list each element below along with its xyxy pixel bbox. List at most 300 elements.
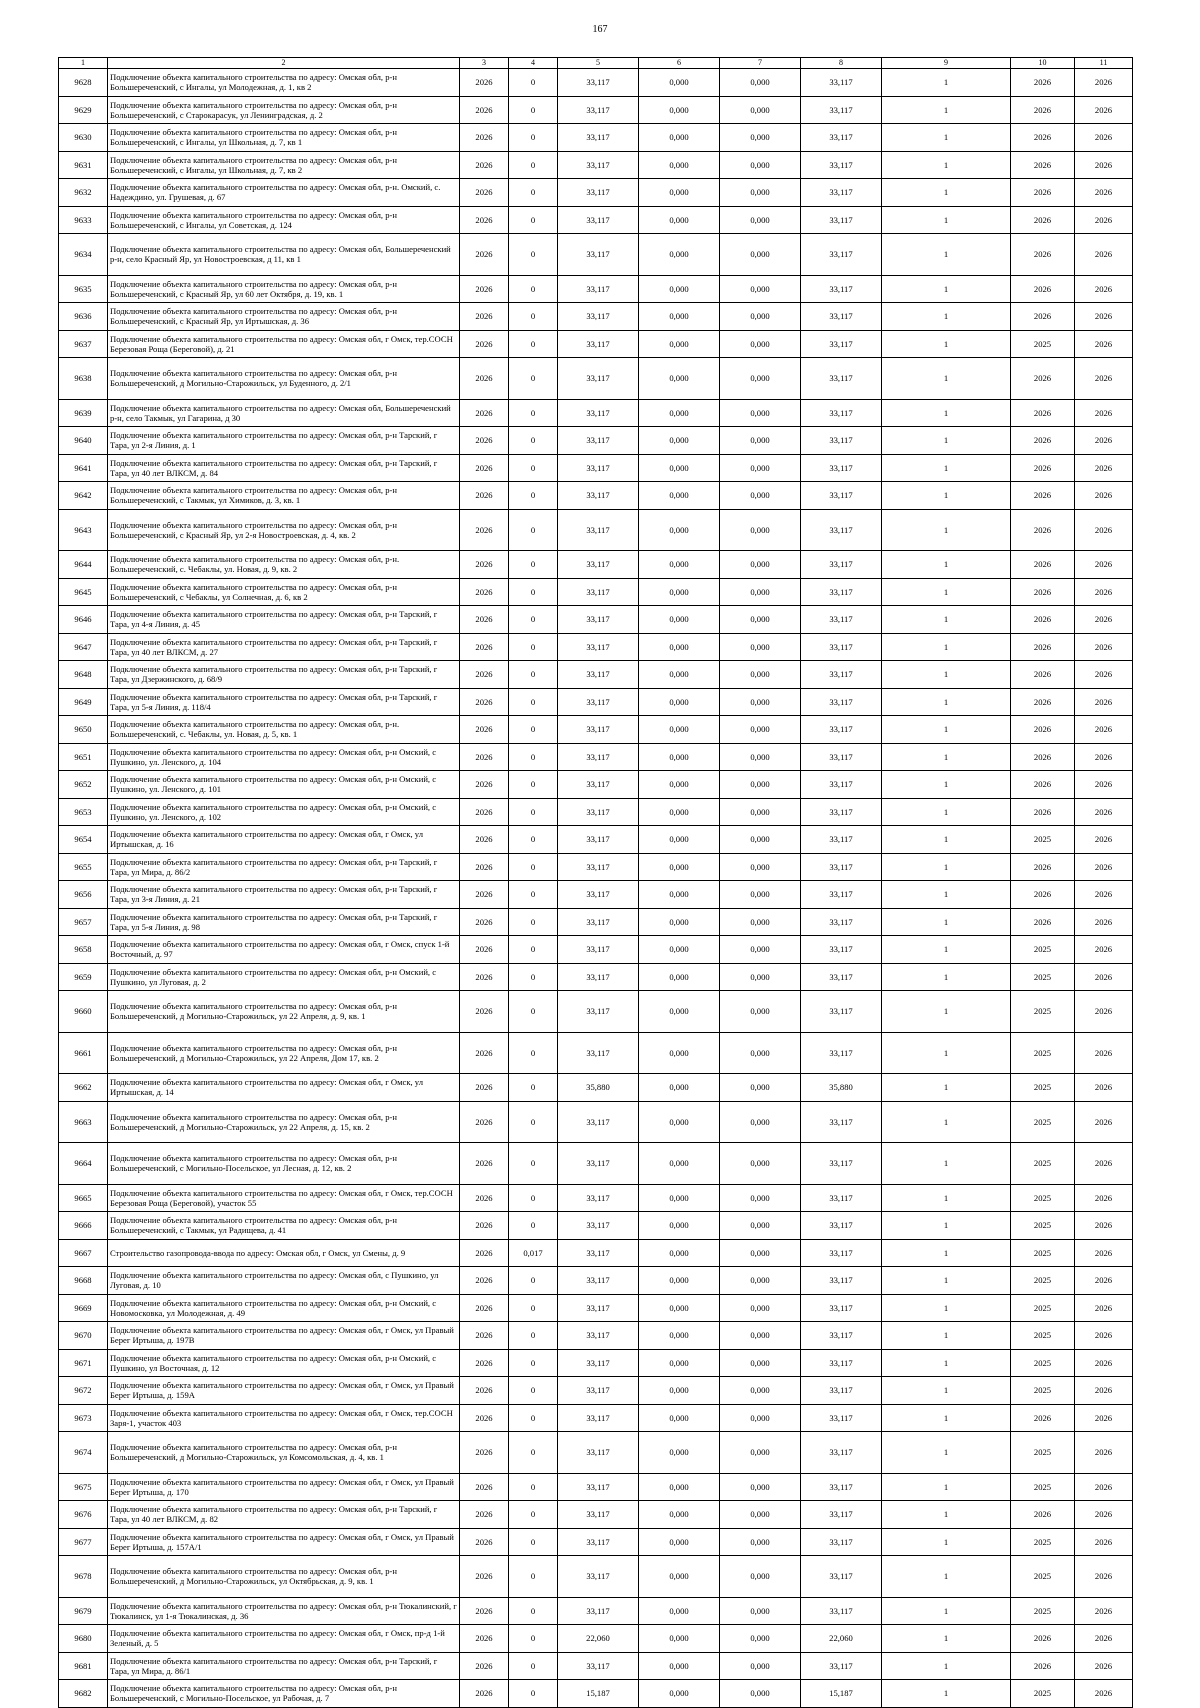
table-row [59,427,1133,455]
cell-col11: 2026 [1075,1528,1133,1556]
cell-col6: 0,000 [639,1625,720,1653]
cell-col6: 0,000 [639,1074,720,1102]
cell-col3: 2026 [460,1349,509,1377]
cell-col4: 0 [509,151,558,179]
cell-col9: 1 [882,908,1011,936]
cell-col3: 2026 [460,853,509,881]
cell-col4: 0 [509,1680,558,1708]
cell-col3: 2026 [460,1101,509,1143]
cell-col9: 1 [882,1377,1011,1405]
cell-col3: 2026 [460,234,509,276]
cell-col11: 2026 [1075,1212,1133,1240]
cell-col7: 0,000 [720,1473,801,1501]
cell-col7: 0,000 [720,275,801,303]
row-description: Подключение объекта капитального строительства по адресу: Омская обл, р-н Тарский, г Тара, ул 2-я Линия, д. 1 [108,427,460,455]
cell-col5: 33,117 [558,509,639,551]
cell-col9: 1 [882,1074,1011,1102]
table-row [59,358,1133,400]
row-description: Подключение объекта капитального строительства по адресу: Омская обл, г Омск, ул Правый Берег Иртыша, д. 159А [108,1377,460,1405]
cell-col5: 33,117 [558,96,639,124]
cell-col5: 33,117 [558,1528,639,1556]
cell-col6: 0,000 [639,771,720,799]
cell-col10: 2026 [1011,578,1075,606]
cell-col3: 2026 [460,1652,509,1680]
row-description: Подключение объекта капитального строительства по адресу: Омская обл, р-н Большереченский, д Могильно-Старожильск, ул 22 Апреля, Дом 17, кв. 2 [108,1032,460,1074]
cell-col7: 0,000 [720,1501,801,1529]
cell-col11: 2026 [1075,1101,1133,1143]
cell-col3: 2026 [460,509,509,551]
row-number: 9659 [59,963,108,991]
cell-col9: 1 [882,1294,1011,1322]
cell-col11: 2026 [1075,179,1133,207]
cell-col9: 1 [882,1322,1011,1350]
row-description: Подключение объекта капитального строительства по адресу: Омская обл, р-н Тарский, г Тара, ул Мира, д. 86/2 [108,853,460,881]
row-description: Подключение объекта капитального строительства по адресу: Омская обл, р-н Тарский, г Тара, ул Мира, д. 86/1 [108,1652,460,1680]
row-description: Подключение объекта капитального строительства по адресу: Омская обл, р-н Большереченский, с Старокарасук, ул Ленинградская, д. 2 [108,96,460,124]
row-number: 9652 [59,771,108,799]
cell-col11: 2026 [1075,1556,1133,1598]
cell-col4: 0 [509,124,558,152]
cell-col11: 2026 [1075,1597,1133,1625]
cell-col9: 1 [882,963,1011,991]
table-row [59,1101,1133,1143]
cell-col11: 2026 [1075,69,1133,97]
cell-col5: 33,117 [558,1349,639,1377]
cell-col9: 1 [882,1349,1011,1377]
cell-col6: 0,000 [639,1294,720,1322]
table-row [59,578,1133,606]
cell-col7: 0,000 [720,1212,801,1240]
table-row [59,881,1133,909]
row-description: Подключение объекта капитального строительства по адресу: Омская обл, р-н Тарский, г Тара, ул 5-я Линия, д. 98 [108,908,460,936]
row-number: 9638 [59,358,108,400]
row-description: Подключение объекта капитального строительства по адресу: Омская обл, р-н Тарский, г Тара, ул 40 лет ВЛКСМ, д. 84 [108,454,460,482]
row-number: 9657 [59,908,108,936]
cell-col3: 2026 [460,69,509,97]
table-row [59,1404,1133,1432]
row-description: Подключение объекта капитального строительства по адресу: Омская обл, р-н Большереченский, д Могильно-Старожильск, ул Комсомольская, д. 4, кв. 1 [108,1432,460,1474]
cell-col4: 0,017 [509,1239,558,1267]
cell-col5: 33,117 [558,1212,639,1240]
cell-col6: 0,000 [639,743,720,771]
cell-col8: 33,117 [801,427,882,455]
cell-col8: 33,117 [801,661,882,689]
table-row [59,1625,1133,1653]
cell-col9: 1 [882,275,1011,303]
row-number: 9661 [59,1032,108,1074]
cell-col6: 0,000 [639,661,720,689]
cell-col5: 33,117 [558,578,639,606]
table-row [59,963,1133,991]
cell-col9: 1 [882,151,1011,179]
row-description: Подключение объекта капитального строительства по адресу: Омская обл, р-н Большереченский, с Чебаклы, ул Солнечная, д. 6, кв 2 [108,578,460,606]
cell-col8: 33,117 [801,96,882,124]
row-number: 9639 [59,399,108,427]
cell-col10: 2026 [1011,399,1075,427]
row-description: Подключение объекта капитального строительства по адресу: Омская обл, р-н Тарский, г Тара, ул 40 лет ВЛКСМ, д. 82 [108,1501,460,1529]
cell-col4: 0 [509,633,558,661]
row-description: Подключение объекта капитального строительства по адресу: Омская обл, р-н Большереченский, д Могильно-Старожильск, ул 22 Апреля, д. 15, кв. 2 [108,1101,460,1143]
cell-col4: 0 [509,1501,558,1529]
cell-col10: 2026 [1011,661,1075,689]
cell-col11: 2026 [1075,551,1133,579]
cell-col8: 33,117 [801,124,882,152]
cell-col7: 0,000 [720,1349,801,1377]
cell-col5: 33,117 [558,716,639,744]
page-number: 167 [592,24,608,35]
cell-col4: 0 [509,1349,558,1377]
cell-col6: 0,000 [639,454,720,482]
cell-col4: 0 [509,482,558,510]
cell-col4: 0 [509,330,558,358]
cell-col6: 0,000 [639,1349,720,1377]
cell-col4: 0 [509,1625,558,1653]
cell-col6: 0,000 [639,1032,720,1074]
cell-col11: 2026 [1075,853,1133,881]
cell-col9: 1 [882,606,1011,634]
cell-col3: 2026 [460,771,509,799]
row-description: Подключение объекта капитального строительства по адресу: Омская обл, г Омск, ул Иртышская, д. 16 [108,826,460,854]
cell-col8: 33,117 [801,482,882,510]
cell-col8: 33,117 [801,688,882,716]
cell-col5: 33,117 [558,798,639,826]
cell-col11: 2026 [1075,427,1133,455]
cell-col9: 1 [882,96,1011,124]
cell-col11: 2026 [1075,661,1133,689]
cell-col3: 2026 [460,1501,509,1529]
cell-col8: 33,117 [801,1652,882,1680]
row-number: 9634 [59,234,108,276]
cell-col10: 2026 [1011,716,1075,744]
cell-col10: 2026 [1011,151,1075,179]
cell-col4: 0 [509,991,558,1033]
cell-col9: 1 [882,633,1011,661]
row-description: Подключение объекта капитального строительства по адресу: Омская обл, р-н. Большереченский, с. Чебаклы, ул. Новая, д. 9, кв. 2 [108,551,460,579]
cell-col6: 0,000 [639,1377,720,1405]
cell-col10: 2025 [1011,1377,1075,1405]
row-number: 9680 [59,1625,108,1653]
cell-col9: 1 [882,991,1011,1033]
cell-col9: 1 [882,124,1011,152]
cell-col9: 1 [882,1680,1011,1708]
table-row [59,1597,1133,1625]
cell-col8: 33,117 [801,1597,882,1625]
cell-col11: 2026 [1075,1625,1133,1653]
table-row [59,991,1133,1033]
table-row [59,1349,1133,1377]
cell-col10: 2026 [1011,1625,1075,1653]
cell-col8: 33,117 [801,1101,882,1143]
cell-col11: 2026 [1075,330,1133,358]
cell-col9: 1 [882,936,1011,964]
table-row [59,1267,1133,1295]
cell-col5: 33,117 [558,151,639,179]
cell-col3: 2026 [460,1294,509,1322]
cell-col10: 2026 [1011,303,1075,331]
cell-col10: 2026 [1011,427,1075,455]
cell-col3: 2026 [460,661,509,689]
cell-col8: 33,117 [801,1556,882,1598]
cell-col8: 33,117 [801,454,882,482]
cell-col5: 33,117 [558,69,639,97]
row-number: 9660 [59,991,108,1033]
row-number: 9658 [59,936,108,964]
cell-col6: 0,000 [639,399,720,427]
row-number: 9673 [59,1404,108,1432]
header-cell: 6 [639,58,720,69]
cell-col6: 0,000 [639,1556,720,1598]
cell-col8: 33,117 [801,1404,882,1432]
cell-col4: 0 [509,69,558,97]
cell-col6: 0,000 [639,151,720,179]
cell-col7: 0,000 [720,716,801,744]
cell-col7: 0,000 [720,1074,801,1102]
cell-col9: 1 [882,303,1011,331]
cell-col3: 2026 [460,991,509,1033]
cell-col8: 33,117 [801,275,882,303]
cell-col11: 2026 [1075,509,1133,551]
cell-col11: 2026 [1075,151,1133,179]
table-row [59,1556,1133,1598]
cell-col7: 0,000 [720,1404,801,1432]
cell-col3: 2026 [460,1556,509,1598]
table-row [59,303,1133,331]
cell-col9: 1 [882,1556,1011,1598]
cell-col6: 0,000 [639,551,720,579]
row-number: 9632 [59,179,108,207]
cell-col3: 2026 [460,303,509,331]
cell-col3: 2026 [460,578,509,606]
cell-col3: 2026 [460,1143,509,1185]
cell-col8: 33,117 [801,1143,882,1185]
cell-col11: 2026 [1075,881,1133,909]
cell-col11: 2026 [1075,1377,1133,1405]
cell-col7: 0,000 [720,1625,801,1653]
cell-col9: 1 [882,1267,1011,1295]
cell-col6: 0,000 [639,275,720,303]
cell-col10: 2025 [1011,1349,1075,1377]
row-number: 9630 [59,124,108,152]
cell-col8: 33,117 [801,798,882,826]
cell-col11: 2026 [1075,358,1133,400]
cell-col7: 0,000 [720,454,801,482]
cell-col5: 33,117 [558,661,639,689]
row-description: Подключение объекта капитального строительства по адресу: Омская обл, г Омск, ул Правый Берег Иртыша, д. 197В [108,1322,460,1350]
cell-col11: 2026 [1075,1032,1133,1074]
cell-col8: 33,117 [801,578,882,606]
cell-col11: 2026 [1075,798,1133,826]
cell-col11: 2026 [1075,1322,1133,1350]
header-cell: 9 [882,58,1011,69]
table-row [59,1239,1133,1267]
cell-col9: 1 [882,1101,1011,1143]
cell-col11: 2026 [1075,303,1133,331]
cell-col3: 2026 [460,1597,509,1625]
row-number: 9669 [59,1294,108,1322]
cell-col3: 2026 [460,124,509,152]
table-row [59,234,1133,276]
row-description: Подключение объекта капитального строительства по адресу: Омская обл, г Омск, спуск 1-й Восточный, д. 97 [108,936,460,964]
cell-col7: 0,000 [720,1294,801,1322]
cell-col4: 0 [509,716,558,744]
cell-col4: 0 [509,1556,558,1598]
cell-col6: 0,000 [639,69,720,97]
header-cell: 3 [460,58,509,69]
cell-col10: 2026 [1011,96,1075,124]
row-description: Подключение объекта капитального строительства по адресу: Омская обл, р-н Большереченский, с Красный Яр, ул Иртышская, д. 36 [108,303,460,331]
table-row [59,275,1133,303]
cell-col6: 0,000 [639,1680,720,1708]
cell-col9: 1 [882,399,1011,427]
cell-col3: 2026 [460,1625,509,1653]
table-row [59,124,1133,152]
row-description: Подключение объекта капитального строительства по адресу: Омская обл, р-н Тарский, г Тара, ул Дзержинского, д. 68/9 [108,661,460,689]
cell-col4: 0 [509,454,558,482]
cell-col7: 0,000 [720,303,801,331]
cell-col11: 2026 [1075,1074,1133,1102]
cell-col5: 33,117 [558,206,639,234]
row-description: Подключение объекта капитального строительства по адресу: Омская обл, р-н Большереченский, с Красный Яр, ул 60 лет Октября, д. 19, кв. 1 [108,275,460,303]
cell-col5: 33,117 [558,275,639,303]
cell-col9: 1 [882,454,1011,482]
header-cell: 11 [1075,58,1133,69]
cell-col11: 2026 [1075,1652,1133,1680]
cell-col5: 33,117 [558,936,639,964]
cell-col8: 33,117 [801,853,882,881]
row-number: 9679 [59,1597,108,1625]
cell-col5: 33,117 [558,1143,639,1185]
cell-col10: 2026 [1011,275,1075,303]
cell-col10: 2026 [1011,1501,1075,1529]
cell-col4: 0 [509,509,558,551]
row-description: Подключение объекта капитального строительства по адресу: Омская обл, г Омск, пр-д 1-й Зеленый, д. 5 [108,1625,460,1653]
cell-col10: 2025 [1011,1143,1075,1185]
cell-col7: 0,000 [720,330,801,358]
cell-col7: 0,000 [720,963,801,991]
cell-col4: 0 [509,578,558,606]
row-number: 9644 [59,551,108,579]
cell-col3: 2026 [460,1432,509,1474]
table-row [59,908,1133,936]
cell-col3: 2026 [460,482,509,510]
cell-col11: 2026 [1075,1184,1133,1212]
cell-col7: 0,000 [720,936,801,964]
table-row [59,1212,1133,1240]
cell-col6: 0,000 [639,908,720,936]
cell-col3: 2026 [460,427,509,455]
cell-col7: 0,000 [720,908,801,936]
header-cell: 2 [108,58,460,69]
cell-col4: 0 [509,771,558,799]
row-number: 9631 [59,151,108,179]
cell-col11: 2026 [1075,633,1133,661]
table-row [59,509,1133,551]
cell-col4: 0 [509,551,558,579]
cell-col4: 0 [509,853,558,881]
cell-col10: 2025 [1011,1556,1075,1598]
cell-col8: 33,117 [801,1349,882,1377]
table-row [59,1432,1133,1474]
row-number: 9668 [59,1267,108,1295]
row-number: 9647 [59,633,108,661]
row-description: Подключение объекта капитального строительства по адресу: Омская обл, р-н Омский, с Пушкино, ул Луговая, д. 2 [108,963,460,991]
cell-col6: 0,000 [639,1473,720,1501]
cell-col11: 2026 [1075,716,1133,744]
cell-col4: 0 [509,826,558,854]
cell-col10: 2026 [1011,1404,1075,1432]
cell-col8: 33,117 [801,1432,882,1474]
cell-col9: 1 [882,1473,1011,1501]
cell-col5: 33,117 [558,1184,639,1212]
cell-col5: 33,117 [558,1267,639,1295]
cell-col10: 2025 [1011,1267,1075,1295]
table-row [59,1074,1133,1102]
cell-col4: 0 [509,881,558,909]
cell-col10: 2026 [1011,482,1075,510]
cell-col3: 2026 [460,798,509,826]
cell-col6: 0,000 [639,124,720,152]
cell-col9: 1 [882,1032,1011,1074]
cell-col7: 0,000 [720,551,801,579]
row-description: Подключение объекта капитального строительства по адресу: Омская обл, р-н Тарский, г Тара, ул 4-я Линия, д. 45 [108,606,460,634]
cell-col6: 0,000 [639,936,720,964]
row-number: 9643 [59,509,108,551]
cell-col7: 0,000 [720,206,801,234]
cell-col8: 33,117 [801,991,882,1033]
cell-col6: 0,000 [639,1652,720,1680]
cell-col10: 2025 [1011,1528,1075,1556]
row-number: 9656 [59,881,108,909]
row-description: Подключение объекта капитального строительства по адресу: Омская обл, р-н Омский, с Пушкино, ул. Ленского, д. 104 [108,743,460,771]
cell-col9: 1 [882,743,1011,771]
table-row [59,688,1133,716]
cell-col7: 0,000 [720,1184,801,1212]
cell-col6: 0,000 [639,826,720,854]
table-row [59,69,1133,97]
cell-col10: 2025 [1011,1597,1075,1625]
cell-col8: 33,117 [801,358,882,400]
cell-col10: 2025 [1011,1322,1075,1350]
cell-col8: 33,117 [801,963,882,991]
cell-col3: 2026 [460,936,509,964]
cell-col11: 2026 [1075,578,1133,606]
cell-col7: 0,000 [720,124,801,152]
cell-col8: 33,117 [801,551,882,579]
cell-col10: 2026 [1011,908,1075,936]
cell-col6: 0,000 [639,206,720,234]
row-description: Подключение объекта капитального строительства по адресу: Омская обл, р-н Большереченский, с Красный Яр, ул 2-я Новостроевская, д. 4, кв. 2 [108,509,460,551]
cell-col8: 33,117 [801,399,882,427]
row-number: 9666 [59,1212,108,1240]
row-number: 9635 [59,275,108,303]
row-description: Подключение объекта капитального строительства по адресу: Омская обл, г Омск, тер.СОСН Заря-1, участок 403 [108,1404,460,1432]
cell-col3: 2026 [460,826,509,854]
cell-col4: 0 [509,661,558,689]
cell-col4: 0 [509,206,558,234]
table-row [59,1377,1133,1405]
cell-col6: 0,000 [639,688,720,716]
cell-col8: 33,117 [801,1239,882,1267]
row-description: Подключение объекта капитального строительства по адресу: Омская обл, р-н Большереченский, с Ингалы, ул Советская, д. 124 [108,206,460,234]
cell-col9: 1 [882,1501,1011,1529]
row-description: Подключение объекта капитального строительства по адресу: Омская обл, р-н Большереченский, с Могильно-Посельское, ул Рабочая, д. 7 [108,1680,460,1708]
cell-col10: 2026 [1011,454,1075,482]
table-row [59,826,1133,854]
cell-col6: 0,000 [639,991,720,1033]
cell-col7: 0,000 [720,853,801,881]
cell-col6: 0,000 [639,234,720,276]
cell-col11: 2026 [1075,1404,1133,1432]
